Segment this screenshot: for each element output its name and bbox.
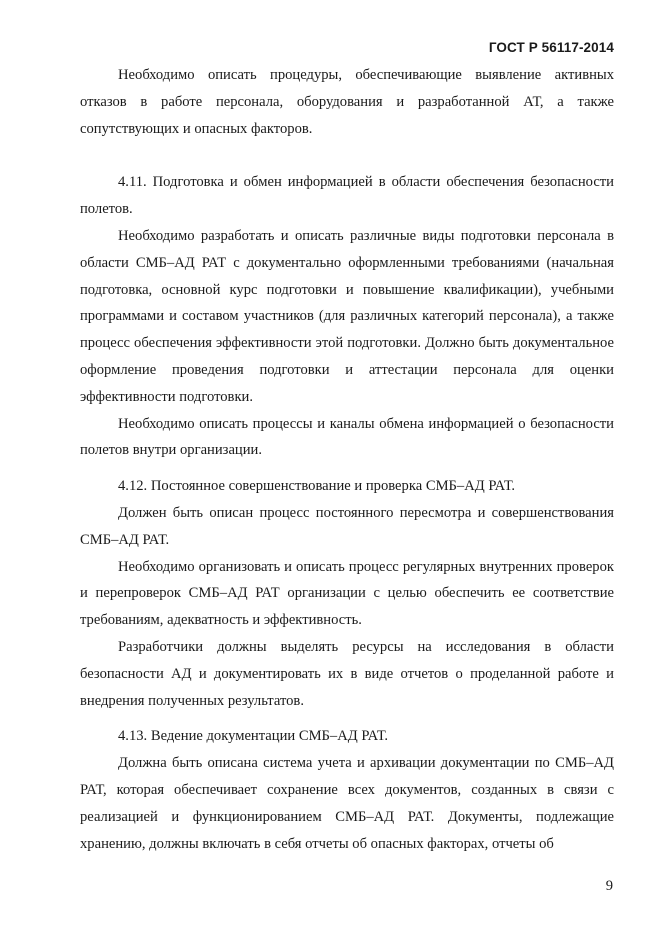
paragraph-internal-audits: Необходимо организовать и описать процесс регулярных внутренних проверок и перепроверок СМБ–АД РАТ организации с целью обеспечить ее соответствие требованиям, адекватность и эффективность. xyxy=(80,558,614,629)
page-number: 9 xyxy=(605,878,613,894)
paragraph-documentation-archiving: Должна быть описана система учета и архивации документации по СМБ–АД РАТ, которая обеспечивает сохранение всех документов, созданных в связи с реализацией и функционированием СМБ–АД РАТ. Документы, подлежащие хранению, должны включать в себя отчеты об опасных факторах, отчеты об xyxy=(80,755,614,852)
paragraph-active-failures: Необходимо описать процедуры, обеспечивающие выявление активных отказов в работе персонала, оборудования и разработанной АТ, а также сопутствующих и опасных факторов. xyxy=(80,67,614,137)
paragraph-research-resources: Разработчики должны выделять ресурсы на исследования в области безопасности АД и документировать их в виде отчетов о проделанной работе и внедрения полученных результатов. xyxy=(80,638,614,709)
section-heading-4-11: 4.11. Подготовка и обмен информацией в области обеспечения безопасности полетов. xyxy=(80,174,614,218)
document-code-header: ГОСТ Р 56117-2014 xyxy=(488,40,614,55)
section-heading-4-12: 4.12. Постоянное совершенствование и проверка СМБ–АД РАТ. xyxy=(118,478,515,495)
document-body xyxy=(80,62,614,857)
paragraph-continuous-review: Должен быть описан процесс постоянного пересмотра и совершенствования СМБ–АД РАТ. xyxy=(80,504,614,548)
paragraph-information-exchange: Необходимо описать процессы и каналы обмена информацией о безопасности полетов внутри организации. xyxy=(80,415,614,459)
paragraph-training-types: Необходимо разработать и описать различные виды подготовки персонала в области СМБ–АД РАТ с документально оформленными требованиями (начальная подготовка, основной курс подготовки и повышение квалификации), учебными программами и составом участников (для различных категорий персонала), а также процесс обеспечения эффективности этой подготовки. Должно быть документальное оформление проведения подготовки и аттестации персонала для оценки эффективности подготовки. xyxy=(80,227,614,405)
section-heading-4-13: 4.13. Ведение документации СМБ–АД РАТ. xyxy=(118,728,388,745)
